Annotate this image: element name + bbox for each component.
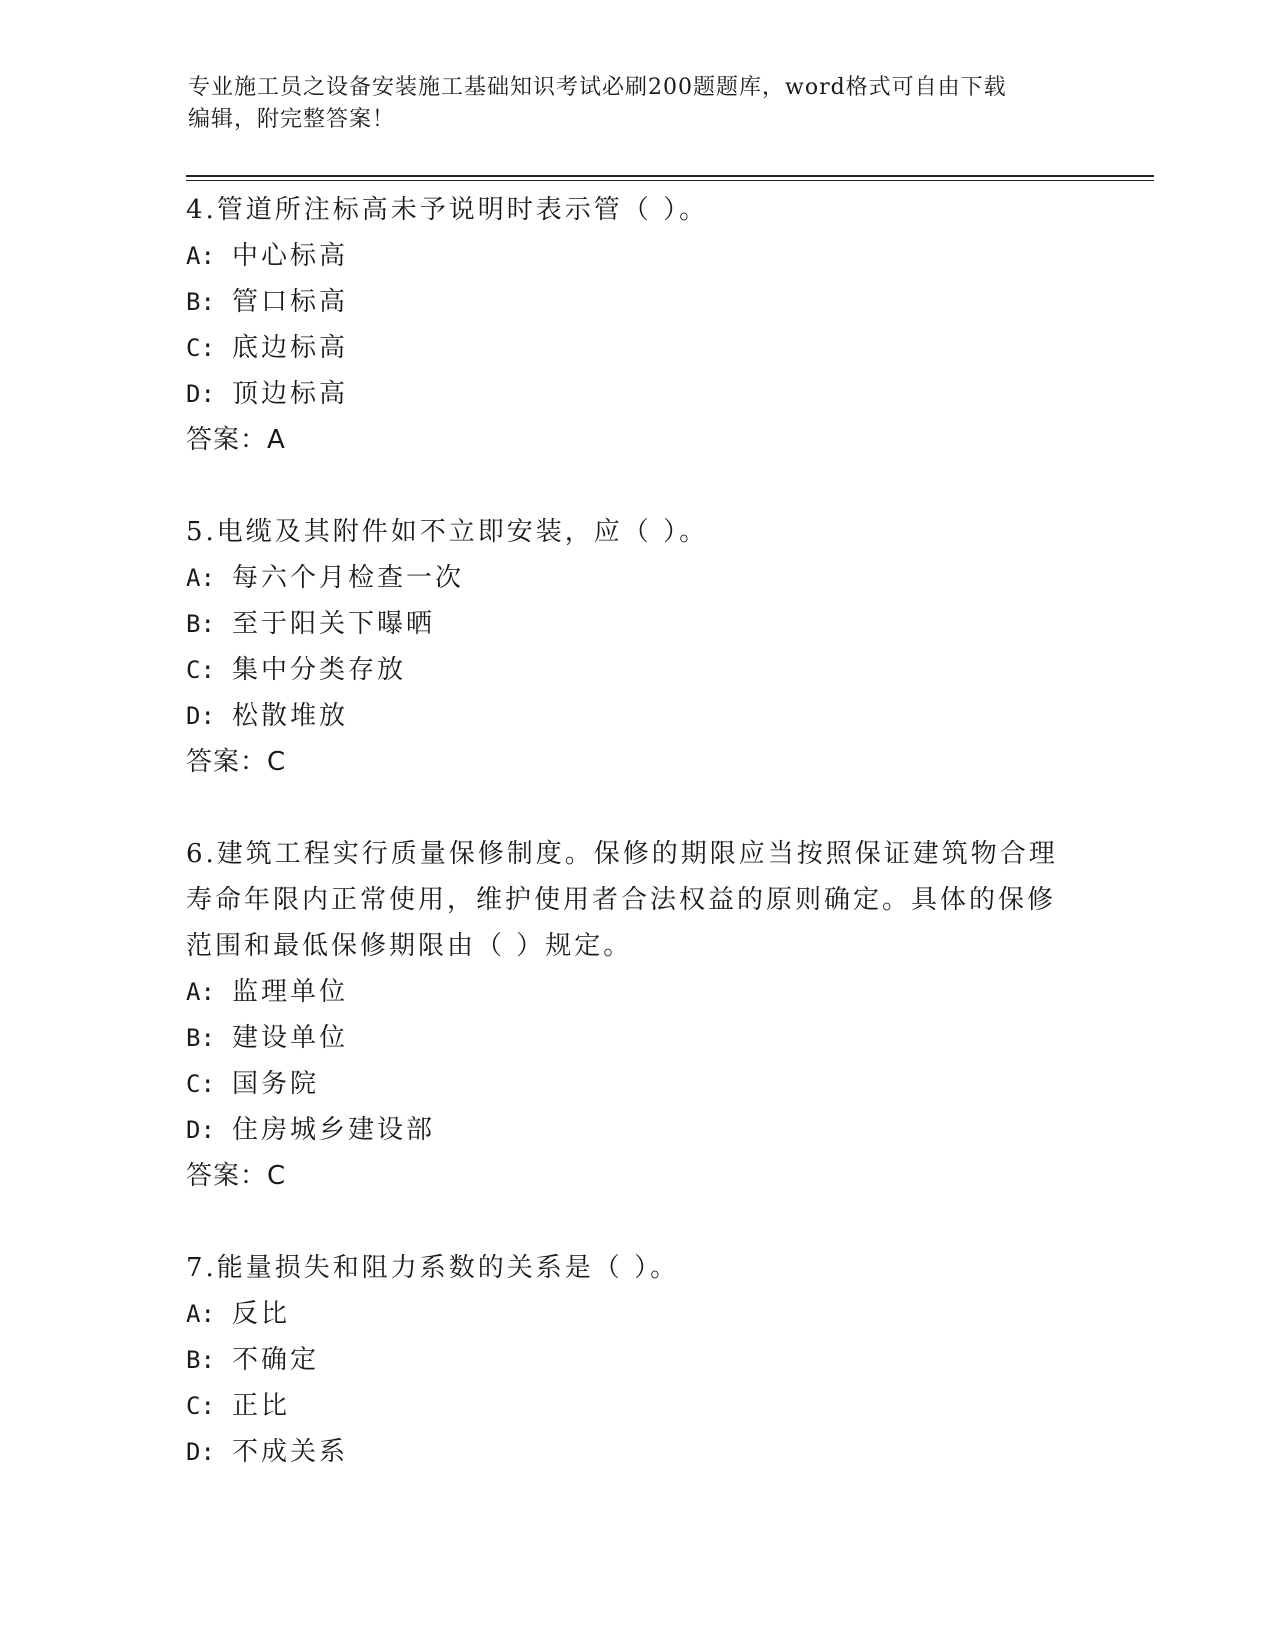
option-letter: B: [186,1346,215,1374]
question-stem-line: 范围和最低保修期限由（ ）规定。 [186,931,633,961]
option-a [186,1291,1086,1337]
option-d [186,693,1086,739]
option-text: 建设单位 [232,1023,349,1053]
question-stem: 7.能量损失和阻力系数的关系是（ ）。 [186,1253,680,1283]
option-d [186,1429,1086,1475]
option-b [186,1337,1086,1383]
option-c [186,1061,1086,1107]
header-title-line-1: 专业施工员之设备安装施工基础知识考试必刷200题题库，word格式可自由下载 [188,75,1007,100]
option-letter: A: [186,978,215,1006]
option-text: 松散堆放 [232,701,349,731]
option-d [186,371,1086,417]
question-4 [186,187,1086,463]
option-letter: B: [186,610,215,638]
option-letter: C: [186,1070,215,1098]
header-divider-thin [186,180,1154,181]
question-spacer [186,1199,1086,1245]
option-letter: D: [186,380,215,408]
option-letter: C: [186,334,215,362]
option-a [186,233,1086,279]
question-7 [186,1245,1086,1475]
option-text: 反比 [232,1299,291,1329]
option-letter: D: [186,702,215,730]
option-c [186,1383,1086,1429]
option-c [186,325,1086,371]
question-stem: 5.电缆及其附件如不立即安装，应（ ）。 [186,517,709,547]
option-text: 集中分类存放 [232,655,407,685]
option-b [186,1015,1086,1061]
option-letter: A: [186,1300,215,1328]
option-a [186,555,1086,601]
question-6 [186,831,1086,1199]
option-letter: A: [186,242,215,270]
option-text: 中心标高 [232,241,349,271]
option-letter: B: [186,1024,215,1052]
option-text: 监理单位 [232,977,349,1007]
option-letter: A: [186,564,215,592]
option-letter: C: [186,1392,215,1420]
question-stem: 4.管道所注标高未予说明时表示管（ ）。 [186,195,709,225]
option-c [186,647,1086,693]
question-spacer [186,785,1086,831]
option-text: 每六个月检查一次 [232,563,465,593]
option-text: 国务院 [232,1069,320,1099]
option-text: 底边标高 [232,333,349,363]
answer-line: 答案：A [186,425,286,455]
option-b [186,601,1086,647]
option-text: 不成关系 [232,1437,349,1467]
option-letter: B: [186,288,215,316]
option-text: 至于阳关下曝晒 [232,609,436,639]
question-list [186,187,1086,1475]
option-text: 管口标高 [232,287,349,317]
option-text: 正比 [232,1391,291,1421]
answer-line: 答案：C [186,747,287,777]
option-text: 顶边标高 [232,379,349,409]
question-5 [186,509,1086,785]
option-d [186,1107,1086,1153]
document-header [188,72,1068,136]
question-stem-line: 寿命年限内正常使用，维护使用者合法权益的原则确定。具体的保修 [186,885,1057,915]
option-b [186,279,1086,325]
option-letter: D: [186,1438,215,1466]
option-letter: D: [186,1116,215,1144]
option-text: 住房城乡建设部 [232,1115,436,1145]
header-title-line-2: 编辑，附完整答案！ [188,107,396,132]
option-a [186,969,1086,1015]
header-divider-thick [186,175,1154,177]
question-spacer [186,463,1086,509]
question-stem-line: 6.建筑工程实行质量保修制度。保修的期限应当按照保证建筑物合理 [186,839,1058,869]
answer-line: 答案：C [186,1161,287,1191]
option-text: 不确定 [232,1345,320,1375]
option-letter: C: [186,656,215,684]
